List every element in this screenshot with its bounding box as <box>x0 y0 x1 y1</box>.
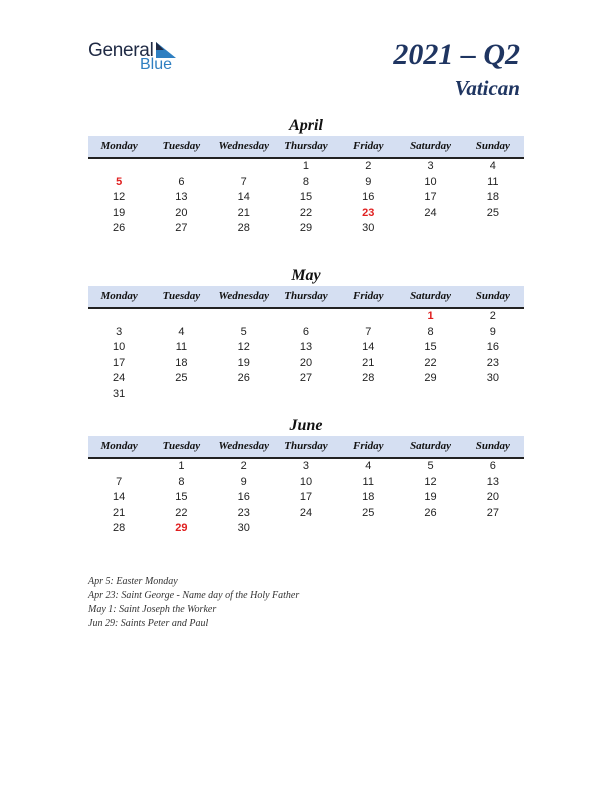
weekday-label: Thursday <box>284 290 328 302</box>
day-cell: 25 <box>175 372 188 384</box>
day-cell: 30 <box>486 372 499 384</box>
day-cell: 2 <box>489 310 496 322</box>
day-cell: 22 <box>175 506 188 519</box>
day-cell: 8 <box>427 325 434 338</box>
day-cell: 30 <box>362 222 375 234</box>
weekday-label: Thursday <box>284 140 328 152</box>
day-cell: 15 <box>299 191 313 203</box>
day-cell: 25 <box>486 206 499 219</box>
holiday-notes <box>88 575 488 631</box>
day-cell: 11 <box>487 175 499 188</box>
weekday-header <box>88 286 524 309</box>
day-cell <box>399 387 461 403</box>
country-title: Vatican <box>454 76 520 100</box>
day-cell <box>337 309 399 325</box>
day-cell <box>213 387 275 403</box>
day-cell <box>150 387 212 403</box>
day-cell: 3 <box>116 325 123 338</box>
day-cell: 15 <box>175 491 188 503</box>
day-cell: 6 <box>489 460 496 472</box>
month-title: April <box>289 117 323 134</box>
week-row <box>88 490 524 506</box>
day-cell <box>213 159 275 175</box>
day-cell: 17 <box>113 356 126 369</box>
weekday-label: Sunday <box>475 140 510 152</box>
day-cell: 21 <box>113 506 126 519</box>
weekday-label: Wednesday <box>218 440 269 452</box>
weekday-header <box>88 436 524 459</box>
day-cell: 21 <box>362 356 375 369</box>
day-cell: 22 <box>424 356 437 369</box>
week-row <box>88 459 524 475</box>
day-cell: 14 <box>113 491 126 503</box>
day-cell: 3 <box>302 460 310 472</box>
weekday-label: Friday <box>352 290 384 302</box>
day-cell: 24 <box>113 372 126 384</box>
holiday-note: May 1: Saint Joseph the Worker <box>88 604 217 615</box>
weekday-label: Friday <box>352 440 384 452</box>
day-cell: 31 <box>113 387 126 400</box>
week-row <box>88 387 524 403</box>
week-row <box>88 340 524 356</box>
week-row <box>88 175 524 191</box>
holiday-day-cell: 1 <box>427 310 434 322</box>
week-row <box>88 190 524 206</box>
logo <box>88 40 188 76</box>
weekday-label: Friday <box>352 140 384 152</box>
week-row <box>88 206 524 222</box>
week-row <box>88 371 524 387</box>
day-cell: 26 <box>424 506 437 519</box>
day-cell: 29 <box>424 372 437 384</box>
week-row <box>88 356 524 372</box>
day-cell: 11 <box>175 341 188 353</box>
day-cell: 11 <box>362 475 374 488</box>
day-cell: 30 <box>237 522 250 534</box>
day-cell <box>462 221 524 237</box>
day-cell: 26 <box>113 222 126 234</box>
day-cell: 16 <box>362 191 375 203</box>
day-cell: 8 <box>302 175 310 188</box>
weekday-label: Sunday <box>475 290 510 302</box>
month-calendar <box>88 266 524 402</box>
day-cell <box>462 521 524 537</box>
day-cell: 23 <box>237 506 250 519</box>
day-cell: 1 <box>178 460 185 472</box>
week-row <box>88 221 524 237</box>
day-cell: 5 <box>427 460 434 472</box>
day-cell <box>337 387 399 403</box>
day-cell: 26 <box>237 372 250 384</box>
day-cell: 10 <box>113 341 126 353</box>
day-cell: 20 <box>299 356 313 369</box>
day-cell: 19 <box>237 356 250 369</box>
month-calendar <box>88 416 524 537</box>
day-cell: 28 <box>237 222 250 234</box>
day-cell: 3 <box>427 160 434 172</box>
day-cell: 28 <box>362 372 375 384</box>
month-title: June <box>289 417 323 434</box>
day-cell: 19 <box>424 491 437 503</box>
week-row <box>88 521 524 537</box>
weekday-label: Saturday <box>410 440 452 452</box>
day-cell: 12 <box>113 191 126 203</box>
day-cell: 14 <box>362 341 375 353</box>
day-cell: 6 <box>178 175 185 188</box>
day-cell <box>275 309 337 325</box>
holiday-note: Apr 23: Saint George - Name day of the Holy Father <box>88 590 300 601</box>
day-cell: 25 <box>362 506 375 519</box>
period-title: 2021 – Q2 <box>393 38 520 71</box>
weekday-label: Monday <box>100 440 138 452</box>
day-cell <box>399 521 461 537</box>
day-cell: 20 <box>175 206 188 219</box>
week-row <box>88 506 524 522</box>
day-cell: 6 <box>302 325 310 338</box>
logo-general-text: General <box>88 40 154 61</box>
day-cell <box>275 521 337 537</box>
day-cell: 20 <box>486 491 499 503</box>
weekday-label: Saturday <box>410 140 452 152</box>
weekday-label: Saturday <box>410 290 452 302</box>
day-cell <box>337 521 399 537</box>
month-title: May <box>291 267 321 284</box>
weekday-label: Wednesday <box>218 290 269 302</box>
day-cell: 9 <box>489 325 496 338</box>
day-cell: 24 <box>299 506 313 519</box>
day-cell: 9 <box>240 475 247 488</box>
weekday-label: Tuesday <box>162 290 201 302</box>
day-cell <box>88 309 150 325</box>
day-cell <box>275 387 337 403</box>
day-cell: 7 <box>240 175 247 188</box>
day-cell: 23 <box>486 356 499 369</box>
day-cell: 16 <box>237 491 250 503</box>
logo-blue-text: Blue <box>140 56 173 73</box>
weekday-label: Monday <box>100 290 138 302</box>
day-cell <box>88 159 150 175</box>
day-cell: 17 <box>299 491 313 503</box>
day-cell: 24 <box>424 206 437 219</box>
day-cell: 10 <box>424 175 437 188</box>
weekday-header <box>88 136 524 159</box>
day-cell: 29 <box>299 222 313 234</box>
day-cell: 18 <box>486 191 499 203</box>
week-row <box>88 325 524 341</box>
week-row <box>88 475 524 491</box>
weekday-label: Monday <box>100 140 138 152</box>
weekday-label: Wednesday <box>218 140 269 152</box>
day-cell: 7 <box>365 325 372 338</box>
holiday-note: Apr 5: Easter Monday <box>88 576 178 587</box>
day-cell: 4 <box>489 160 496 172</box>
weekday-label: Sunday <box>475 440 510 452</box>
day-cell: 14 <box>237 191 250 203</box>
day-cell: 16 <box>486 341 499 353</box>
day-cell: 10 <box>299 475 313 488</box>
holiday-day-cell: 5 <box>116 175 123 188</box>
day-cell: 27 <box>299 372 313 384</box>
month-calendar <box>88 116 524 237</box>
day-cell: 13 <box>486 475 499 488</box>
day-cell: 4 <box>365 460 372 472</box>
day-cell: 5 <box>240 325 247 338</box>
day-cell: 2 <box>240 460 247 472</box>
weekday-label: Tuesday <box>162 140 201 152</box>
day-cell: 12 <box>424 475 437 488</box>
day-cell <box>399 221 461 237</box>
weekday-label: Thursday <box>284 440 328 452</box>
day-cell: 13 <box>175 191 188 203</box>
holiday-day-cell: 29 <box>175 522 188 534</box>
day-cell <box>150 159 212 175</box>
holiday-note: Jun 29: Saints Peter and Paul <box>88 618 209 629</box>
day-cell: 27 <box>486 506 499 519</box>
weekday-label: Tuesday <box>162 440 201 452</box>
day-cell: 19 <box>113 206 126 219</box>
day-cell: 27 <box>175 222 188 234</box>
day-cell <box>462 387 524 403</box>
day-cell: 13 <box>299 341 313 353</box>
day-cell: 18 <box>362 491 375 503</box>
holiday-day-cell: 23 <box>362 206 375 219</box>
day-cell: 1 <box>302 160 310 172</box>
day-cell: 18 <box>175 356 188 369</box>
day-cell: 9 <box>365 175 372 188</box>
day-cell: 8 <box>178 475 185 488</box>
week-row <box>88 309 524 325</box>
day-cell: 12 <box>237 341 250 353</box>
day-cell: 22 <box>299 206 313 219</box>
day-cell: 4 <box>178 325 185 338</box>
day-cell: 21 <box>237 206 250 219</box>
day-cell: 2 <box>365 160 372 172</box>
day-cell <box>88 459 150 475</box>
day-cell <box>213 309 275 325</box>
week-row <box>88 159 524 175</box>
day-cell: 15 <box>424 341 437 353</box>
day-cell: 28 <box>113 522 126 534</box>
day-cell: 7 <box>116 475 123 488</box>
day-cell: 17 <box>424 191 437 203</box>
day-cell <box>150 309 212 325</box>
